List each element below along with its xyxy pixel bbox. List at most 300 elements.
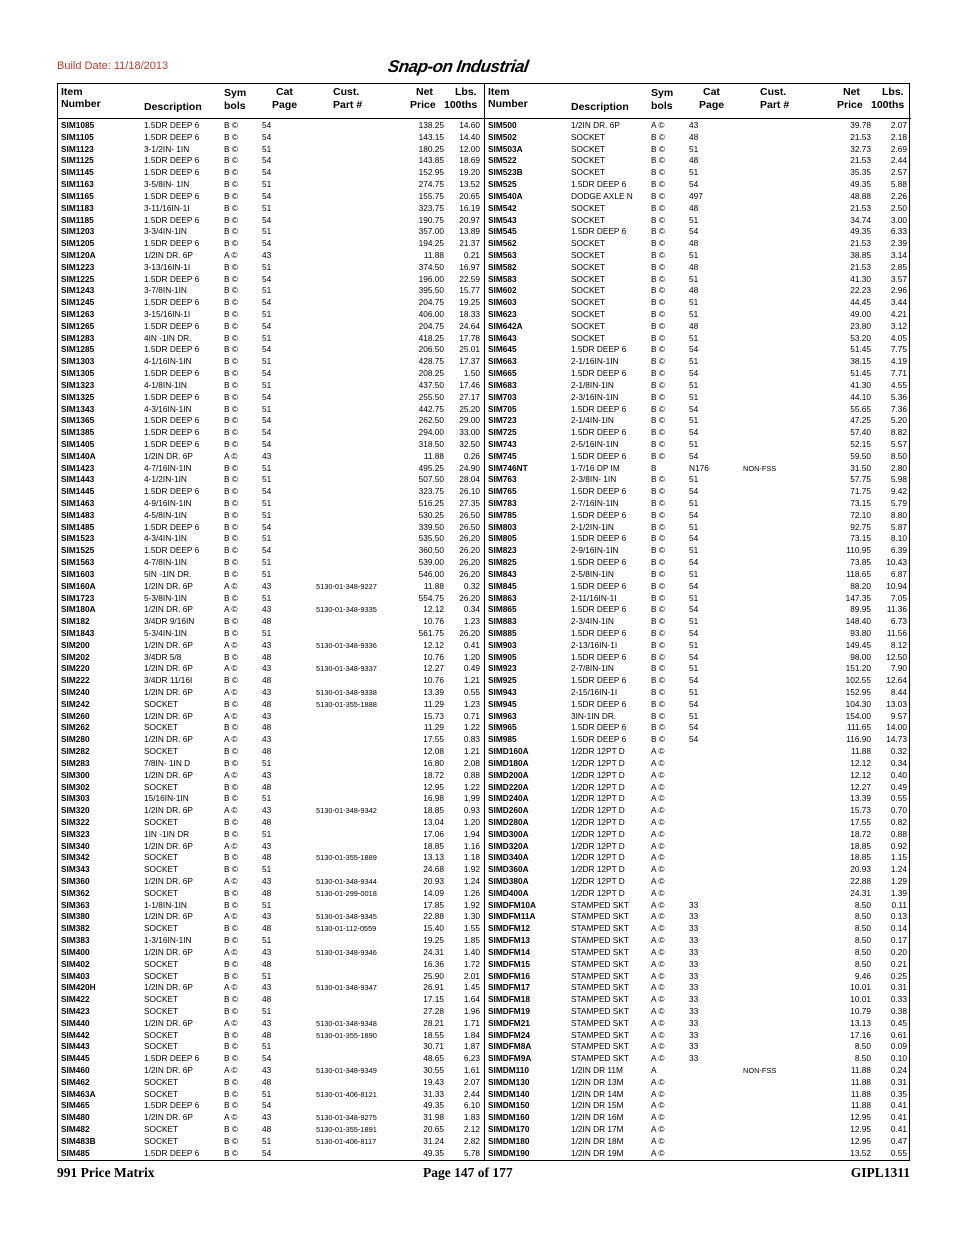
net-price-cell: 12.27	[850, 781, 871, 792]
symbols-cell: A ©	[651, 994, 665, 1005]
weight-cell: 0.55	[890, 793, 907, 804]
net-price-cell: 22.23	[850, 285, 871, 296]
description-cell: 3-11/16IN-1I	[144, 202, 190, 213]
table-row	[485, 864, 911, 876]
item-number-cell: SIM723	[488, 415, 517, 426]
catalog-page-cell: 43	[262, 450, 272, 461]
catalog-page-cell: 54	[689, 698, 699, 709]
weight-cell: 0.14	[890, 923, 907, 934]
catalog-page-cell: 54	[262, 297, 272, 308]
net-price-cell: 12.95	[850, 1124, 871, 1135]
symbols-cell: A ©	[651, 1124, 665, 1135]
net-price-cell: 59.50	[850, 450, 871, 461]
item-number-cell: SIM903	[488, 639, 517, 650]
description-cell: 1.5DR DEEP 6	[144, 391, 200, 402]
table-row	[58, 829, 484, 841]
symbols-cell: A ©	[651, 840, 665, 851]
weight-cell: 2.57	[890, 167, 907, 178]
item-number-cell: SIMDFM18	[488, 994, 530, 1005]
catalog-page-cell: 33	[689, 923, 699, 934]
catalog-page-cell: 54	[689, 675, 699, 686]
weight-cell: 1.20	[463, 651, 480, 662]
net-price-cell: 147.35	[845, 592, 871, 603]
catalog-page-cell: 497	[689, 190, 703, 201]
net-price-cell: 26.91	[423, 982, 444, 993]
description-cell: STAMPED SKT	[571, 1053, 629, 1064]
description-cell: 4-3/4IN-1IN	[144, 533, 187, 544]
symbols-cell: B ©	[651, 320, 665, 331]
net-price-cell: 28.21	[423, 1017, 444, 1028]
table-row	[485, 1041, 911, 1053]
table-row	[58, 510, 484, 522]
description-cell: STAMPED SKT	[571, 935, 629, 946]
table-row	[485, 474, 911, 486]
description-cell: SOCKET	[571, 167, 606, 178]
catalog-page-cell: 54	[689, 403, 699, 414]
catalog-page-cell: 51	[262, 1005, 272, 1016]
weight-cell: 5.79	[890, 498, 907, 508]
net-price-cell: 71.75	[850, 486, 871, 497]
weight-cell: 5.78	[463, 1147, 480, 1158]
table-row	[58, 356, 484, 368]
item-number-cell: SIMD360A	[488, 864, 529, 875]
weight-cell: 1.24	[463, 876, 480, 886]
item-number-cell: SIM463A	[61, 1088, 96, 1099]
item-number-cell: SIM885	[488, 627, 517, 638]
net-price-cell: 31.98	[423, 1112, 444, 1123]
table-row	[485, 451, 911, 463]
weight-cell: 1.71	[463, 1017, 480, 1028]
item-number-cell: SIMD340A	[488, 852, 529, 863]
net-price-cell: 428.75	[418, 356, 444, 367]
table-row	[58, 321, 484, 333]
item-number-cell: SIMDFM14	[488, 946, 530, 957]
table-row	[485, 770, 911, 782]
weight-cell: 0.88	[890, 828, 907, 839]
customer-part-cell: 5130-01-348-9345	[316, 912, 377, 922]
weight-cell: 1.18	[463, 852, 480, 863]
description-cell: 1.5DR DEEP 6	[144, 415, 200, 426]
description-cell: STAMPED SKT	[571, 958, 629, 969]
item-number-cell: SIM445	[61, 1053, 90, 1064]
catalog-page-cell: 51	[262, 261, 272, 272]
item-number-cell: SIMDFM24	[488, 1029, 530, 1040]
catalog-page-cell: 33	[689, 899, 699, 910]
item-number-cell: SIM1445	[61, 486, 95, 497]
catalog-page-cell: 51	[262, 309, 272, 319]
item-number-cell: SIM1105	[61, 131, 94, 142]
item-number-cell: SIM222	[61, 675, 90, 686]
item-number-cell: SIMDM140	[488, 1088, 530, 1099]
symbols-cell: B ©	[224, 994, 238, 1005]
weight-cell: 8.80	[890, 509, 907, 520]
weight-cell: 26.50	[459, 521, 480, 532]
weight-cell: 1.99	[463, 793, 480, 804]
symbols-cell: A ©	[651, 958, 665, 969]
table-row	[485, 1100, 911, 1112]
catalog-page-cell: 51	[262, 462, 272, 473]
symbols-cell: B ©	[651, 190, 665, 201]
table-row	[485, 805, 911, 817]
description-cell: 1/2DR 12PT D	[571, 876, 625, 886]
item-number-cell: SIMD380A	[488, 876, 529, 886]
symbols-cell: A ©	[651, 781, 665, 792]
net-price-cell: 10.01	[850, 994, 871, 1005]
table-row	[485, 817, 911, 829]
weight-cell: 0.25	[890, 970, 907, 981]
description-cell: 1/2IN DR 18M	[571, 1135, 624, 1146]
description-cell: 2-5/8IN-1IN	[571, 568, 614, 579]
symbols-cell: A ©	[224, 249, 238, 260]
item-number-cell: SIM1485	[61, 521, 95, 532]
description-cell: SOCKET	[571, 249, 606, 260]
symbols-cell: B ©	[651, 379, 665, 390]
item-number-cell: SIMDM110	[488, 1065, 530, 1075]
item-number-cell: SIM1165	[61, 190, 94, 201]
description-cell: 4-9/16IN-1IN	[144, 498, 192, 508]
weight-cell: 7.36	[890, 403, 907, 414]
page-footer	[57, 1165, 910, 1183]
description-cell: 1.5DR DEEP 6	[144, 238, 200, 249]
description-cell: 1/2IN DR 14M	[571, 1088, 624, 1099]
customer-part-cell: 5130-01-406-8117	[316, 1136, 377, 1146]
description-cell: 1.5DR DEEP 6	[571, 557, 627, 568]
weight-cell: 1.21	[463, 746, 480, 757]
header-lbs: Lbs.	[455, 86, 477, 98]
net-price-cell: 24.31	[850, 887, 871, 898]
catalog-page-cell: 51	[689, 545, 699, 556]
weight-cell: 1.22	[463, 722, 480, 733]
weight-cell: 2.50	[890, 202, 907, 213]
symbols-cell: B ©	[651, 568, 665, 579]
table-row	[58, 782, 484, 794]
description-cell: 3-1/2IN- 1IN	[144, 143, 190, 154]
net-price-cell: 17.55	[423, 734, 444, 745]
description-cell: 1.5DR DEEP 6	[571, 734, 627, 745]
table-row	[58, 616, 484, 628]
catalog-page-cell: 48	[262, 816, 272, 827]
table-row	[58, 663, 484, 675]
catalog-page-cell: 54	[262, 167, 272, 178]
weight-cell: 0.21	[463, 249, 480, 260]
net-price-cell: 11.88	[850, 1088, 871, 1099]
symbols-cell: B ©	[651, 179, 665, 190]
net-price-cell: 151.20	[845, 663, 871, 674]
net-price-cell: 13.52	[850, 1147, 871, 1158]
weight-cell: 11.36	[886, 604, 907, 615]
item-number-cell: SIM303	[61, 793, 90, 804]
symbols-cell: B ©	[224, 1100, 238, 1111]
table-row	[58, 841, 484, 853]
description-cell: 1.5DR DEEP 6	[144, 131, 200, 142]
weight-cell: 0.71	[463, 710, 480, 721]
symbols-cell: B ©	[651, 356, 665, 367]
customer-part-cell: 5130-01-348-9336	[316, 640, 377, 650]
net-price-cell: 118.65	[846, 568, 871, 579]
description-cell: 1/2DR 12PT D	[571, 769, 625, 780]
net-price-cell: 18.85	[850, 840, 871, 851]
header-description: Description	[571, 101, 629, 113]
description-cell: 1.5DR DEEP 6	[144, 297, 200, 308]
table-row	[58, 982, 484, 994]
item-number-cell: SIM523B	[488, 167, 523, 178]
symbols-cell: B ©	[224, 923, 238, 934]
table-row	[485, 852, 911, 864]
table-row	[58, 522, 484, 534]
symbols-cell: B ©	[224, 143, 238, 154]
table-row	[58, 1100, 484, 1112]
catalog-page-cell: 43	[262, 710, 272, 721]
symbols-cell: A ©	[651, 982, 665, 993]
description-cell: 1.5DR DEEP 6	[144, 486, 200, 497]
net-price-cell: 93.80	[850, 627, 871, 638]
net-price-cell: 44.45	[850, 297, 871, 308]
table-row	[485, 994, 911, 1006]
net-price-cell: 138.25	[418, 120, 444, 130]
symbols-cell: B ©	[224, 320, 238, 331]
item-number-cell: SIM283	[61, 757, 90, 768]
weight-cell: 24.90	[459, 462, 480, 473]
table-row	[58, 581, 484, 593]
catalog-page-cell: 54	[689, 722, 699, 733]
description-cell: 1-1/8IN-1IN	[144, 899, 187, 910]
table-row	[485, 581, 911, 593]
catalog-page-cell: 48	[689, 261, 699, 272]
net-price-cell: 15.73	[850, 805, 871, 816]
item-number-cell: SIM925	[488, 675, 517, 686]
description-cell: 3/4DR 9/16IN	[144, 616, 195, 627]
description-cell: 1-7/16 DP IM	[571, 462, 620, 473]
weight-cell: 3.44	[890, 297, 907, 308]
description-cell: 3/4DR 5/8	[144, 651, 182, 662]
item-number-cell: SIM403	[61, 970, 90, 981]
table-row	[58, 864, 484, 876]
description-cell: 1/2IN DR. 6P	[144, 450, 193, 461]
catalog-page-cell: 33	[689, 1017, 699, 1028]
item-number-cell: SIM443	[61, 1041, 90, 1052]
table-row	[485, 167, 911, 179]
weight-cell: 2.82	[463, 1135, 480, 1146]
catalog-page-cell: 51	[262, 592, 272, 603]
catalog-page-cell: 51	[262, 899, 272, 910]
description-cell: STAMPED SKT	[571, 970, 629, 981]
symbols-cell: B ©	[651, 710, 665, 721]
net-price-cell: 41.30	[850, 379, 871, 390]
weight-cell: 3.12	[890, 320, 907, 331]
table-row	[58, 344, 484, 356]
table-row	[485, 734, 911, 746]
symbols-cell: B ©	[224, 828, 238, 839]
item-number-cell: SIMD280A	[488, 816, 529, 827]
item-number-cell: SIMDFM15	[488, 958, 530, 969]
catalog-page-cell: 51	[689, 415, 699, 426]
weight-cell: 12.00	[459, 143, 480, 154]
item-number-cell: SIMDFM13	[488, 935, 530, 946]
description-cell: STAMPED SKT	[571, 899, 629, 910]
symbols-cell: B ©	[224, 887, 238, 898]
symbols-cell: A ©	[224, 805, 238, 816]
item-number-cell: SIM1225	[61, 273, 95, 284]
symbols-cell: B ©	[224, 391, 238, 402]
net-price-cell: 13.04	[423, 816, 444, 827]
catalog-page-cell: 54	[262, 238, 272, 249]
catalog-page-cell: 43	[262, 805, 272, 816]
item-number-cell: SIMDM180	[488, 1135, 530, 1146]
header-sym: Sym	[651, 87, 674, 99]
symbols-cell: A ©	[651, 793, 665, 804]
table-row	[485, 215, 911, 227]
item-number-cell: SIMDFM8A	[488, 1041, 532, 1052]
description-cell: 1/2IN DR. 6P	[144, 580, 193, 591]
catalog-page-cell: 51	[689, 568, 699, 579]
symbols-cell: B ©	[224, 675, 238, 686]
description-cell: 1.5DR DEEP 6	[571, 509, 627, 520]
weight-cell: 0.38	[890, 1005, 907, 1016]
symbols-cell: B ©	[224, 935, 238, 946]
catalog-page-cell: 51	[689, 687, 699, 697]
header-part: Part #	[760, 99, 790, 111]
net-price-cell: 294.00	[418, 427, 444, 438]
price-table	[57, 83, 910, 1161]
symbols-cell: B ©	[224, 179, 238, 190]
customer-part-cell: 5130-01-355-1890	[316, 1030, 377, 1040]
net-price-cell: 507.50	[418, 474, 444, 485]
net-price-cell: 49.35	[423, 1147, 444, 1158]
table-row	[58, 250, 484, 262]
description-cell: SOCKET	[571, 285, 606, 296]
header-bols: bols	[651, 100, 673, 112]
description-cell: 2-11/16IN-1I	[571, 592, 617, 603]
net-price-cell: 262.50	[418, 415, 444, 426]
description-cell: SOCKET	[144, 1029, 179, 1040]
catalog-page-cell: 33	[689, 1041, 699, 1052]
item-number-cell: SIM563	[488, 249, 517, 260]
symbols-cell: B ©	[224, 155, 238, 166]
item-number-cell: SIM485	[61, 1147, 90, 1158]
symbols-cell: A ©	[224, 769, 238, 780]
item-number-cell: SIMDFM9A	[488, 1053, 532, 1064]
symbols-cell: B ©	[224, 698, 238, 709]
net-price-cell: 30.55	[423, 1065, 444, 1075]
table-row	[58, 309, 484, 321]
catalog-page-cell: 51	[262, 509, 272, 520]
net-price-cell: 16.80	[423, 757, 444, 768]
weight-cell: 5.88	[890, 179, 907, 190]
table-row	[485, 711, 911, 723]
item-number-cell: SIM420H	[61, 982, 96, 993]
table-row	[58, 167, 484, 179]
customer-part-cell: 5130-01-112-0559	[316, 924, 377, 934]
net-price-cell: 17.16	[850, 1029, 871, 1040]
description-cell: SOCKET	[571, 143, 606, 154]
net-price-cell: 437.50	[418, 379, 444, 390]
weight-cell: 1.30	[463, 911, 480, 922]
description-cell: 1.5DR DEEP 6	[571, 722, 627, 733]
item-number-cell: SIMD260A	[488, 805, 529, 816]
table-row	[485, 498, 911, 510]
net-price-cell: 8.50	[854, 946, 871, 957]
symbols-cell: B ©	[651, 438, 665, 449]
description-cell: 1/2IN DR. 6P	[144, 1112, 193, 1123]
item-number-cell: SIM380	[61, 911, 90, 922]
table-column-left	[58, 84, 484, 1160]
item-number-cell: SIM200	[61, 639, 90, 650]
symbols-cell: B ©	[651, 309, 665, 319]
description-cell: 5-3/4IN-1IN	[144, 627, 187, 638]
item-number-cell: SIM883	[488, 616, 517, 627]
symbols-cell: A ©	[224, 1065, 238, 1075]
item-number-cell: SIM282	[61, 746, 90, 757]
description-cell: 2-5/16IN-1IN	[571, 438, 619, 449]
weight-cell: 1.29	[890, 876, 907, 886]
weight-cell: 0.49	[890, 781, 907, 792]
description-cell: 1/2DR 12PT D	[571, 840, 625, 851]
catalog-page-cell: 43	[262, 946, 272, 957]
catalog-page-cell: 51	[689, 332, 699, 343]
catalog-page-cell: 51	[689, 616, 699, 627]
table-row	[58, 262, 484, 274]
net-price-cell: 15.73	[423, 710, 444, 721]
weight-cell: 17.46	[459, 379, 480, 390]
weight-cell: 33.00	[459, 427, 480, 438]
catalog-page-cell: 48	[262, 887, 272, 898]
weight-cell: 4.55	[890, 379, 907, 390]
table-row	[485, 923, 911, 935]
catalog-page-cell: 48	[689, 320, 699, 331]
catalog-page-cell: 43	[689, 120, 699, 130]
catalog-page-cell: 51	[689, 391, 699, 402]
description-cell: 1IN -1IN DR	[144, 828, 190, 839]
table-row	[58, 793, 484, 805]
net-price-cell: 154.00	[845, 710, 871, 721]
weight-cell: 1.92	[463, 864, 480, 875]
weight-cell: 5.36	[890, 391, 907, 402]
item-number-cell: SIM320	[61, 805, 90, 816]
header-net: Net	[843, 86, 860, 98]
description-cell: 1.5DR DEEP 6	[571, 533, 627, 544]
net-price-cell: 13.13	[850, 1017, 871, 1028]
net-price-cell: 24.68	[423, 864, 444, 875]
net-price-cell: 35.35	[850, 167, 871, 178]
net-price-cell: 9.46	[854, 970, 871, 981]
table-row	[58, 439, 484, 451]
catalog-page-cell: 51	[689, 309, 699, 319]
symbols-cell: B ©	[224, 261, 238, 272]
description-cell: SOCKET	[144, 781, 179, 792]
weight-cell: 1.15	[890, 852, 907, 863]
item-number-cell: SIM783	[488, 498, 517, 508]
net-price-cell: 13.39	[850, 793, 871, 804]
table-row	[485, 935, 911, 947]
net-price-cell: 12.95	[423, 781, 444, 792]
weight-cell: 7.75	[890, 344, 907, 355]
net-price-cell: 88.20	[850, 580, 871, 591]
symbols-cell: B ©	[224, 1135, 238, 1146]
net-price-cell: 39.78	[850, 120, 871, 130]
weight-cell: 32.50	[459, 438, 480, 449]
item-number-cell: SIM220	[61, 663, 90, 674]
table-row	[485, 1006, 911, 1018]
net-price-cell: 22.88	[423, 911, 444, 922]
symbols-cell: B ©	[224, 415, 238, 426]
catalog-page-cell: 51	[262, 143, 272, 154]
description-cell: SOCKET	[571, 261, 606, 272]
catalog-page-cell: 33	[689, 1029, 699, 1040]
description-cell: SOCKET	[571, 309, 606, 319]
symbols-cell: B ©	[651, 261, 665, 272]
table-row	[485, 427, 911, 439]
symbols-cell: B ©	[651, 368, 665, 379]
